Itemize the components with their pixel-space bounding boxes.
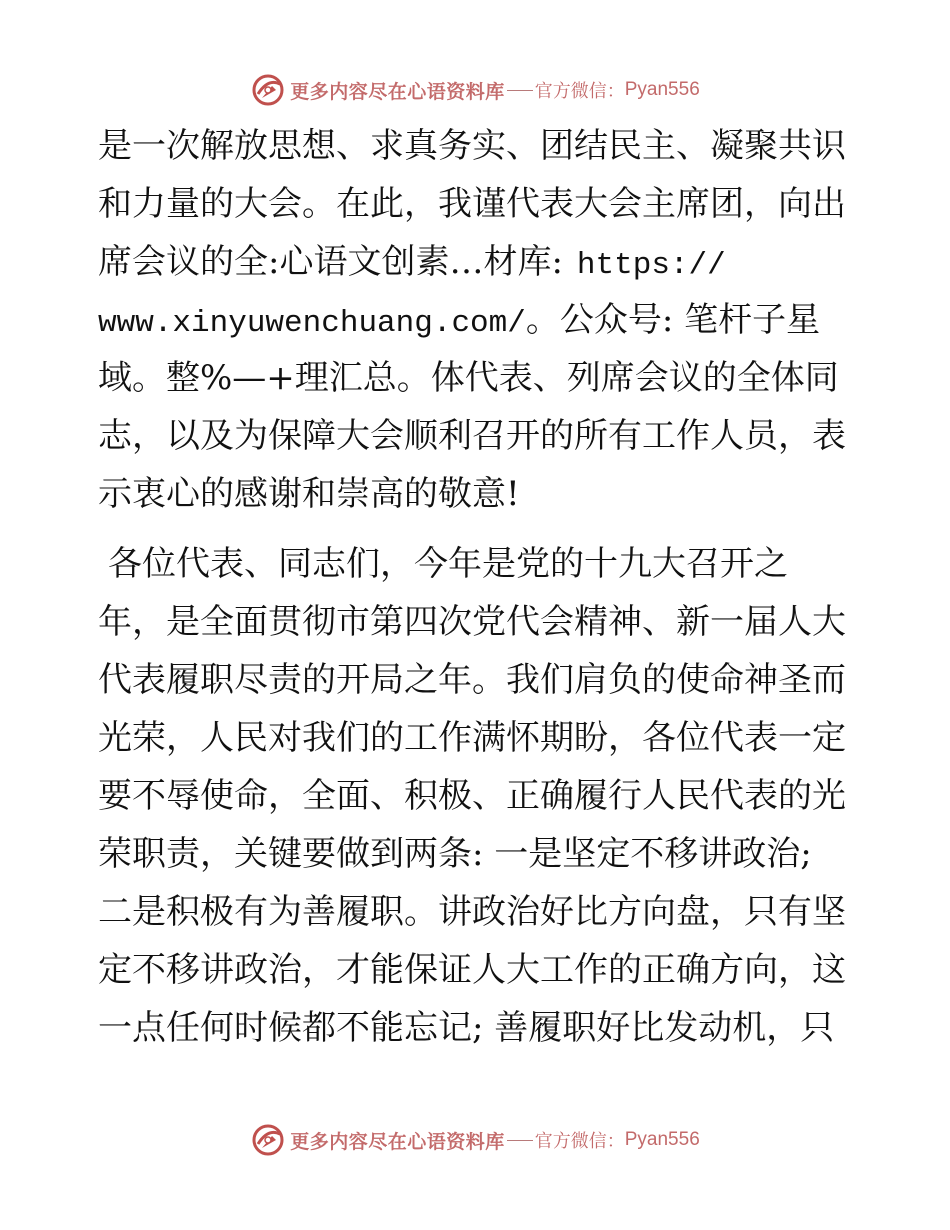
paragraph-gap [98, 523, 858, 535]
header-watermark-banner [0, 70, 950, 110]
text-line: 代表履职尽责的开局之年。我们肩负的使命神圣而 [98, 660, 846, 700]
document-body [98, 117, 858, 1057]
text-line: 一点任何时候都不能忘记; 善履职好比发动机，只 [98, 1008, 835, 1048]
text-line: 荣职责，关键要做到两条: 一是坚定不移讲政治; [98, 834, 812, 874]
text-line: 是一次解放思想、求真务实、团结民主、凝聚共识 [98, 126, 846, 166]
text-segment: 席会议的全:心语文创素…材库: [98, 242, 563, 282]
paragraph-1 [98, 117, 858, 523]
text-line: 示衷心的感谢和崇高的敬意! [98, 474, 520, 514]
banner-dash [507, 1140, 533, 1141]
banner-dash [507, 90, 533, 91]
red-circular-logo-icon [250, 1122, 286, 1158]
text-line: 和力量的大会。在此，我谨代表大会主席团，向出 [98, 184, 846, 224]
banner-title: 更多内容尽在心语资料库 [290, 1130, 505, 1153]
text-line: 二是积极有为善履职。讲政治好比方向盘，只有坚 [98, 892, 846, 932]
paragraph-2 [98, 535, 858, 1057]
banner-suffix: 官方微信： [534, 1131, 625, 1152]
text-line [98, 233, 858, 291]
banner-wechat-id: Pyan556 [624, 79, 700, 100]
text-line: 定不移讲政治，才能保证人大工作的正确方向，这 [98, 950, 846, 990]
banner-title: 更多内容尽在心语资料库 [290, 80, 505, 103]
red-circular-logo-icon [250, 72, 286, 108]
text-line: 要不辱使命，全面、积极、正确履行人民代表的光 [98, 776, 846, 816]
text-line [98, 291, 858, 349]
text-line: 志，以及为保障大会顺利召开的所有工作人员，表 [98, 416, 846, 456]
text-line: 年，是全面贯彻市第四次党代会精神、新一届人大 [98, 602, 846, 642]
banner-wechat-id: Pyan556 [624, 1129, 700, 1150]
footer-watermark-banner [0, 1120, 950, 1160]
text-line: 光荣，人民对我们的工作满怀期盼，各位代表一定 [98, 718, 846, 758]
text-line: 域。整%—+理汇总。体代表、列席会议的全体同 [98, 358, 839, 398]
text-line: 各位代表、同志们，今年是党的十九大召开之 [108, 544, 788, 584]
url-prefix: https:// [576, 248, 726, 283]
text-segment: 。公众号: 笔杆子星 [525, 300, 821, 340]
url-domain: www.xinyuwenchuang.com/ [98, 306, 526, 341]
banner-suffix: 官方微信： [534, 81, 625, 102]
